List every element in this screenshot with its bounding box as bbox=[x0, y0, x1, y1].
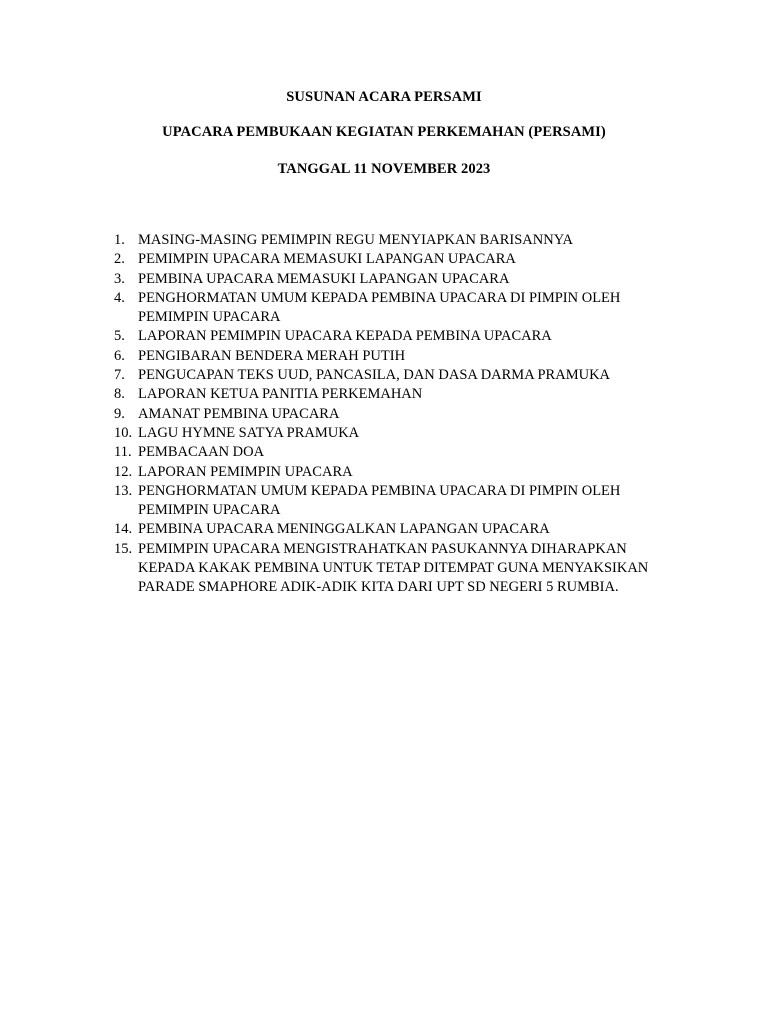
agenda-item bbox=[114, 405, 674, 424]
document-title: SUSUNAN ACARA PERSAMI bbox=[286, 89, 482, 105]
agenda-item-text: AMANAT PEMBINA UPACARA bbox=[138, 405, 340, 422]
agenda-item-text: LAPORAN PEMIMPIN UPACARA bbox=[138, 463, 353, 480]
agenda-item-text: PEMBINA UPACARA MENINGGALKAN LAPANGAN UPACARA bbox=[138, 521, 550, 538]
agenda-item bbox=[114, 347, 674, 366]
agenda-item-text: PEMBACAAN DOA bbox=[138, 444, 265, 461]
agenda-item-text: PENGHORMATAN UMUM KEPADA PEMBINA UPACARA DI PIMPIN OLEH PEMIMPIN UPACARA bbox=[138, 482, 621, 519]
agenda-item-number: 10. bbox=[114, 424, 133, 441]
agenda-item-number: 11. bbox=[114, 444, 132, 461]
agenda-item bbox=[114, 327, 674, 346]
agenda-item-text: LAGU HYMNE SATYA PRAMUKA bbox=[138, 424, 360, 441]
agenda-item-text: PENGHORMATAN UMUM KEPADA PEMBINA UPACARA DI PIMPIN OLEH PEMIMPIN UPACARA bbox=[138, 289, 621, 326]
agenda-item-text: PEMIMPIN UPACARA MENGISTRAHATKAN PASUKANNYA DIHARAPKAN KEPADA KAKAK PEMBINA UNTUK TETAP DITEMPAT GUNA MENYAKSIKAN PARADE SMAPHORE ADIK-ADIK KITA DARI UPT SD NEGERI 5 RUMBIA. bbox=[138, 540, 649, 596]
agenda-item-text: LAPORAN PEMIMPIN UPACARA KEPADA PEMBINA UPACARA bbox=[138, 328, 552, 345]
agenda-item-number: 7. bbox=[114, 367, 125, 384]
agenda-item bbox=[114, 250, 674, 269]
agenda-item-number: 4. bbox=[114, 289, 125, 306]
agenda-item-number: 6. bbox=[114, 347, 125, 364]
agenda-item-text: MASING-MASING PEMIMPIN REGU MENYIAPKAN BARISANNYA bbox=[138, 232, 574, 248]
document-subtitle: UPACARA PEMBUKAAN KEGIATAN PERKEMAHAN (PERSAMI) bbox=[162, 124, 606, 140]
agenda-item-number: 3. bbox=[114, 270, 125, 287]
agenda-item bbox=[114, 231, 674, 250]
agenda-item bbox=[114, 482, 674, 521]
agenda-item-text: PENGIBARAN BENDERA MERAH PUTIH bbox=[138, 347, 406, 364]
agenda-item-number: 2. bbox=[114, 251, 125, 268]
agenda-item-number: 15. bbox=[114, 540, 133, 557]
agenda-item-number: 13. bbox=[114, 482, 133, 499]
agenda-item bbox=[114, 270, 674, 289]
agenda-item bbox=[114, 289, 674, 328]
agenda-item-text: PENGUCAPAN TEKS UUD, PANCASILA, DAN DASA DARMA PRAMUKA bbox=[138, 367, 611, 384]
agenda-item-number: 9. bbox=[114, 405, 125, 422]
agenda-item-number: 12. bbox=[114, 463, 133, 480]
agenda-item-text: PEMIMPIN UPACARA MEMASUKI LAPANGAN UPACARA bbox=[138, 251, 516, 268]
agenda-item-number: 1. bbox=[114, 232, 125, 248]
agenda-item-number: 8. bbox=[114, 386, 125, 403]
agenda-item-text: LAPORAN KETUA PANITIA PERKEMAHAN bbox=[138, 386, 423, 403]
agenda-item bbox=[114, 385, 674, 404]
agenda-item bbox=[114, 540, 674, 598]
agenda-item bbox=[114, 366, 674, 385]
agenda-item-text: PEMBINA UPACARA MEMASUKI LAPANGAN UPACARA bbox=[138, 270, 510, 287]
agenda-item bbox=[114, 520, 674, 539]
agenda-list bbox=[114, 231, 674, 598]
agenda-item-number: 5. bbox=[114, 328, 125, 345]
agenda-item-number: 14. bbox=[114, 521, 133, 538]
document-date: TANGGAL 11 NOVEMBER 2023 bbox=[277, 161, 491, 177]
agenda-item bbox=[114, 463, 674, 482]
agenda-item bbox=[114, 424, 674, 443]
agenda-item bbox=[114, 443, 674, 462]
